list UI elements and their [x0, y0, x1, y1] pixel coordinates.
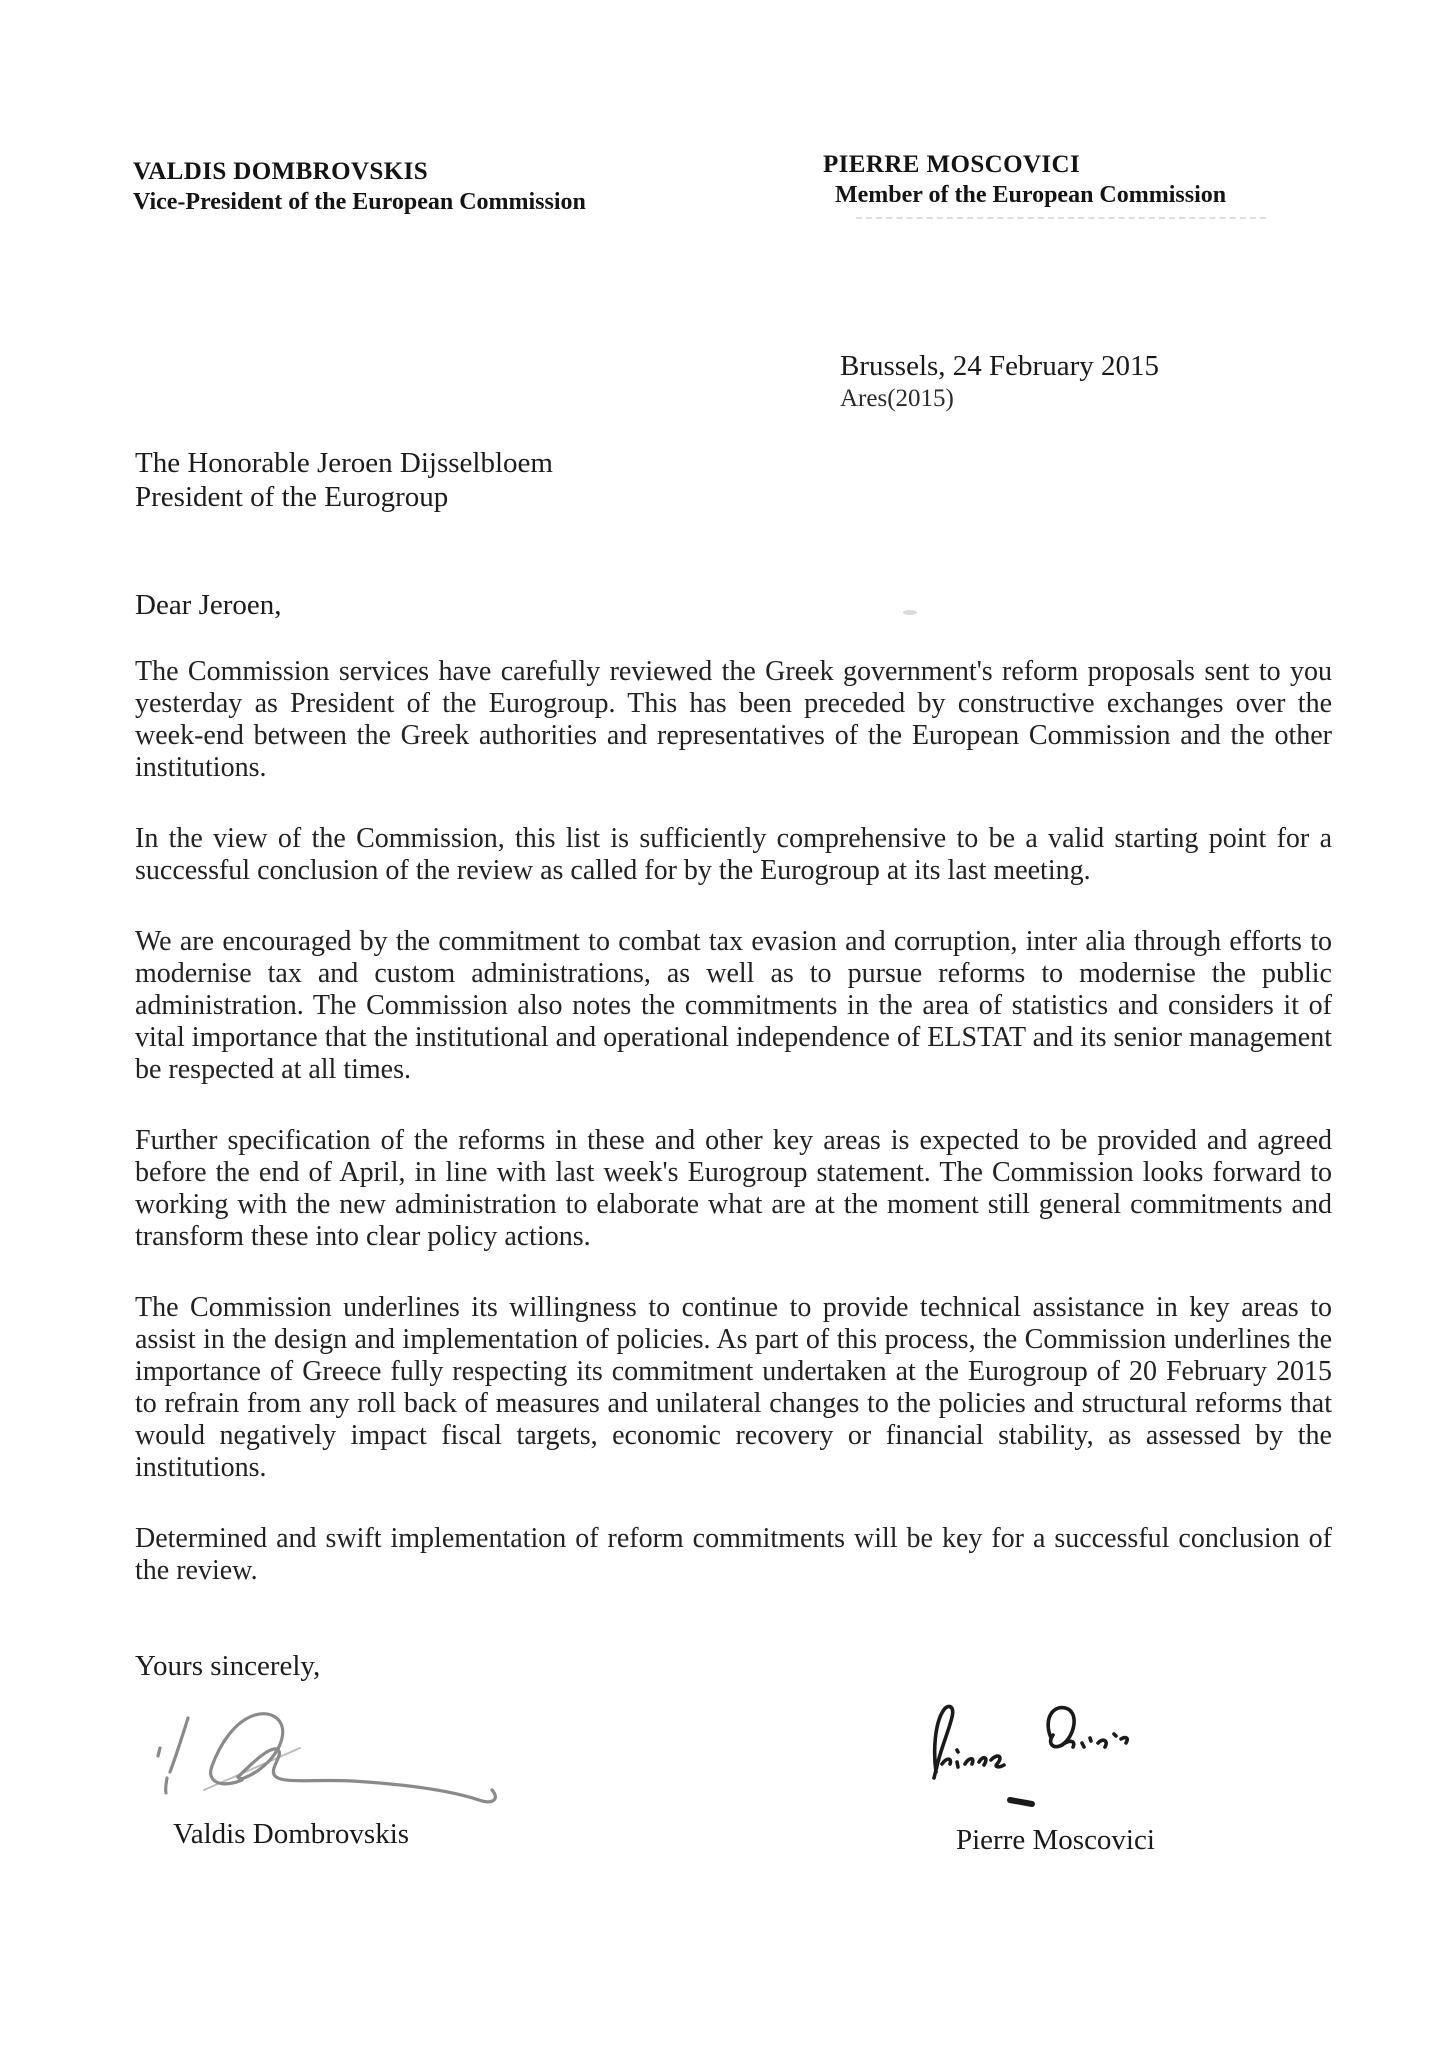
signatory-name-right: Pierre Moscovici — [956, 1824, 1155, 1856]
date-line: Brussels, 24 February 2015 — [840, 350, 1159, 382]
recipient-title: President of the Eurogroup — [135, 481, 449, 513]
body-paragraph: The Commission services have carefully reviewed the Greek government's reform proposals sent to you yesterday as President of the Eurogroup. This has been preceded by constructive exchanges over the week-end between the Greek authorities and representatives of the European Commission and the other institutions. — [135, 656, 1332, 783]
sender-left-title: Vice-President of the European Commission — [133, 189, 586, 215]
recipient-block — [135, 446, 553, 514]
body-paragraph: The Commission underlines its willingness to continue to provide technical assistance in key areas to assist in the design and implementation of policies. As part of this process, the Commission underlines the importance of Greece fully respecting its commitment undertaken at the Eurogroup of 20 February 2015 to refrain from any roll back of measures and unilateral changes to the policies and structural reforms that would negatively impact fiscal targets, economic recovery or financial stability, as assessed by the institutions. — [135, 1292, 1332, 1483]
sender-block-right — [823, 149, 1226, 211]
sender-left-name: VALDIS DOMBROVSKIS — [133, 158, 429, 185]
ares-reference: Ares(2015) — [840, 385, 954, 412]
scan-line-artifact — [856, 217, 1266, 219]
signatory-name-left: Valdis Dombrovskis — [173, 1818, 410, 1850]
body-paragraph: Determined and swift implementation of reform commitments will be key for a successful conclusion of the review. — [135, 1523, 1332, 1586]
body-paragraph: We are encouraged by the commitment to combat tax evasion and corruption, inter alia through efforts to modernise tax and custom administrations, as well as to pursue reforms to modernise the public administration. The Commission also notes the commitments in the area of statistics and considers it of vital importance that the institutional and operational independence of ELSTAT and its senior management be respected at all times. — [135, 926, 1333, 1085]
pierre-moscovici-signature-image — [920, 1698, 1170, 1823]
salutation: Dear Jeroen, — [135, 589, 282, 621]
valediction: Yours sincerely, — [135, 1650, 321, 1682]
sender-right-name: PIERRE MOSCOVICI — [823, 151, 1081, 178]
body-paragraph: Further specification of the reforms in these and other key areas is expected to be provided and agreed before the end of April, in line with last week's Eurogroup statement. The Commission looks forward to working with the new administration to elaborate what are at the moment still general commitments and transform these into clear policy actions. — [135, 1125, 1332, 1252]
letter-body — [135, 656, 1332, 1626]
scan-speck-artifact — [903, 610, 917, 615]
sender-right-title: Member of the European Commission — [835, 182, 1227, 208]
valdis-dombrovskis-signature-image — [150, 1708, 520, 1818]
sender-block-left — [133, 156, 586, 218]
body-paragraph: In the view of the Commission, this list is sufficiently comprehensive to be a valid starting point for a successful conclusion of the review as called for by the Eurogroup at its last meeting. — [135, 823, 1332, 886]
dateline-block — [840, 348, 1159, 414]
recipient-name: The Honorable Jeroen Dijsselbloem — [135, 447, 553, 479]
